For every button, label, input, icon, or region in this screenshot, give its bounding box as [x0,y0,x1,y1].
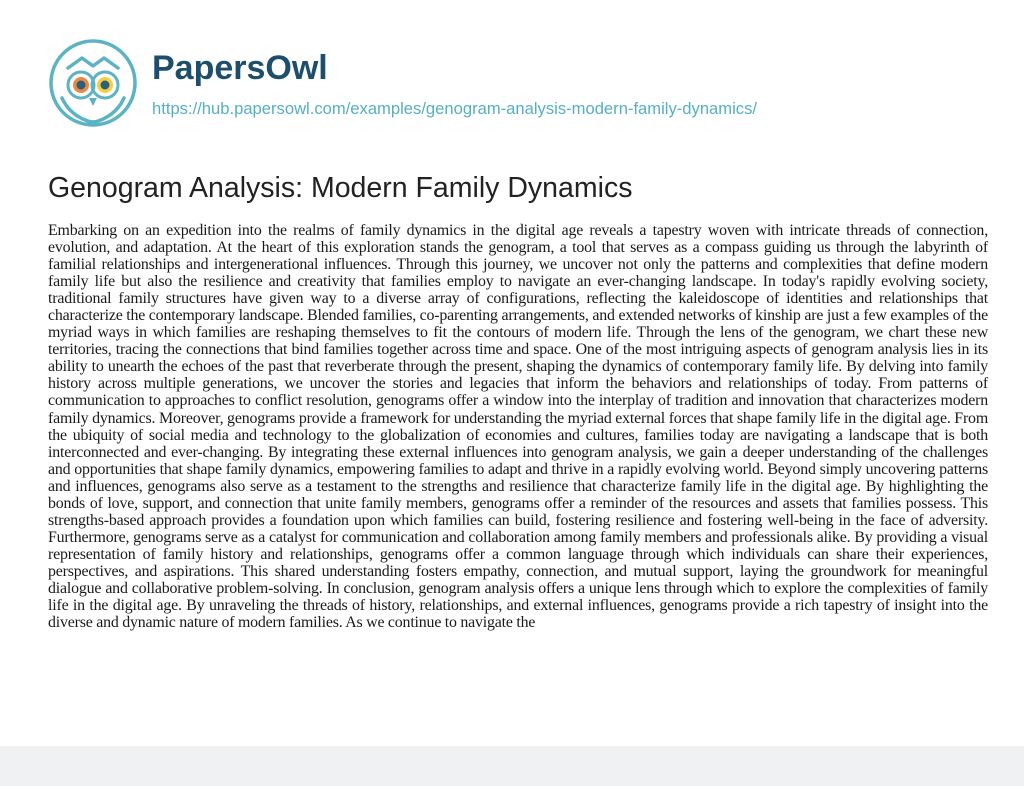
owl-logo-icon[interactable] [48,38,138,128]
footer-band [0,746,1024,786]
site-header [48,38,988,138]
document-title: Genogram Analysis: Modern Family Dynamics [48,172,633,204]
document-body: Embarking on an expedition into the realms of family dynamics in the digital age reveals a tapestry woven with intricate threads of connection, evolution, and adaptation. At the heart of this exploration stands the genogram, a tool that serves as a compass guiding us through the labyrinth of familial relationships and intergenerational influences. Through this journey, we uncover not only the patterns and complexities that define modern family life but also the resilience and creativity that families employ to navigate an ever-changing landscape. In today's rapidly evolving society, traditional family structures have given way to a diverse array of configurations, reflecting the kaleidoscope of identities and relationships that characterize the contemporary landscape. Blended families, co-parenting arrangements, and extended networks of kinship are just a few examples of the myriad ways in which families are reshaping themselves to fit the contours of modern life. Through the lens of the genogram, we chart these new territories, tracing the connections that bind families together across time and space. One of the most intriguing aspects of genogram analysis lies in its ability to unearth the echoes of the past that reverberate through the present, shaping the dynamics of contemporary family life. By delving into family history across multiple generations, we uncover the stories and legacies that inform the behaviors and relationships of today. From patterns of communication to approaches to conflict resolution, genograms offer a window into the interplay of tradition and innovation that characterizes modern family dynamics. Moreover, genograms provide a framework for understanding the myriad external forces that shape family life in the digital age. From the ubiquity of social media and technology to the globalization of economies and cultures, families today are navigating a landscape that is both interconnected and ever-changing. By integrating these external influences into genogram analysis, we gain a deeper understanding of the challenges and opportunities that shape family dynamics, empowering families to adapt and thrive in a rapidly evolving world. Beyond simply uncovering patterns and influences, genograms also serve as a testament to the strengths and resilience that characterize family life in the digital age. By highlighting the bonds of love, support, and connection that unite family members, genograms offer a reminder of the resources and assets that families possess. This strengths-based approach provides a foundation upon which families can build, fostering resilience and fostering well-being in the face of adversity. Furthermore, genograms serve as a catalyst for communication and collaboration among family members and professionals alike. By providing a visual representation of family history and relationships, genograms offer a common language through which individuals can share their experiences, perspectives, and aspirations. This shared understanding fosters empathy, connection, and mutual support, laying the groundwork for meaningful dialogue and collaborative problem-solving. In conclusion, genogram analysis offers a unique lens through which to explore the complexities of family life in the digital age. By unraveling the threads of history, relationships, and external influences, genograms provide a rich tapestry of insight into the diverse and dynamic nature of modern families. As we continue to navigate the [48,222,988,632]
brand-name[interactable]: PapersOwl [152,49,328,87]
page-url[interactable]: https://hub.papersowl.com/examples/genogram-analysis-modern-family-dynamics/ [152,99,757,118]
